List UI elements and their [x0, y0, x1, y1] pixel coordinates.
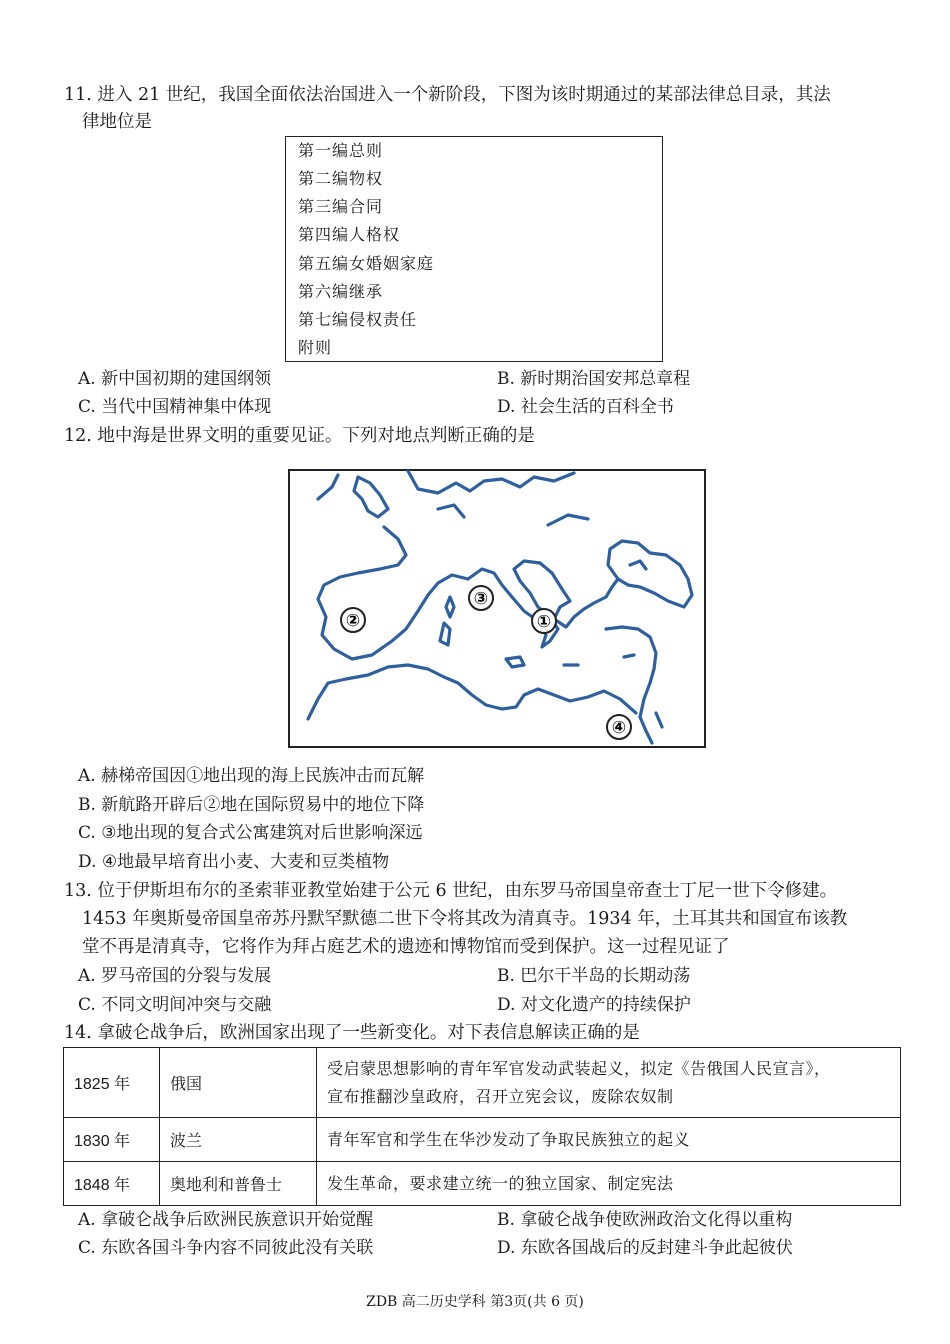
contents-item: 第四编人格权	[298, 225, 401, 244]
q12-option-c[interactable]: C. ③地出现的复合式公寓建筑对后世影响深远	[78, 823, 423, 843]
marker-1-label: ①	[536, 612, 552, 632]
q11-option-b[interactable]: B. 新时期治国安邦总章程	[497, 369, 691, 389]
mediterranean-map	[288, 469, 706, 748]
table-cell-description	[317, 1048, 901, 1118]
q11-option-d[interactable]: D. 社会生活的百科全书	[497, 397, 674, 417]
q13-option-d[interactable]: D. 对文化遗产的持续保护	[497, 995, 691, 1015]
q13-option-b[interactable]: B. 巴尔干半岛的长期动荡	[497, 966, 691, 986]
q14-option-a[interactable]: A. 拿破仑战争后欧洲民族意识开始觉醒	[78, 1210, 374, 1230]
table-row	[64, 1048, 901, 1118]
q11-option-c[interactable]: C. 当代中国精神集中体现	[78, 397, 272, 417]
contents-item: 附则	[298, 338, 333, 357]
table-cell-description: 发生革命，要求建立统一的独立国家、制定宪法	[317, 1162, 901, 1206]
q13-stem-line2: 1453 年奥斯曼帝国皇帝苏丹默罕默德二世下令将其改为清真寺。1934 年，土耳其共和国宣布该教	[82, 909, 848, 929]
contents-item: 第一编总则	[298, 141, 384, 160]
q14-table	[63, 1047, 901, 1206]
q14-stem: 14. 拿破仑战争后，欧洲国家出现了一些新变化。对下表信息解读正确的是	[64, 1023, 640, 1043]
q12-option-a[interactable]: A. 赫梯帝国因①地出现的海上民族冲击而瓦解	[78, 766, 425, 786]
q11-stem-line1: 11. 进入 21 世纪，我国全面依法治国进入一个新阶段，下图为该时期通过的某部法律总目录，其法	[64, 85, 831, 105]
q13-option-a[interactable]: A. 罗马帝国的分裂与发展	[78, 966, 272, 986]
q14-option-b[interactable]: B. 拿破仑战争使欧洲政治文化得以重构	[497, 1210, 793, 1230]
table-cell-description: 青年军官和学生在华沙发动了争取民族独立的起义	[317, 1118, 901, 1162]
table-cell-country: 俄国	[160, 1048, 317, 1118]
q12-option-b[interactable]: B. 新航路开辟后②地在国际贸易中的地位下降	[78, 795, 425, 815]
description-line: 受启蒙思想影响的青年军官发动武装起义，拟定《告俄国人民宣言》，	[327, 1058, 831, 1078]
q12-option-d[interactable]: D. ④地最早培育出小麦、大麦和豆类植物	[78, 852, 390, 872]
table-cell-country: 奥地利和普鲁士	[160, 1162, 317, 1206]
law-contents-box	[285, 136, 663, 362]
q11-option-a[interactable]: A. 新中国初期的建国纲领	[78, 369, 272, 389]
map-cyprus	[624, 655, 634, 657]
page-footer: ZDB 高二历史学科 第3页(共 6 页)	[366, 1294, 584, 1310]
description-line: 宣布推翻沙皇政府，召开立宪会议，废除农奴制	[327, 1086, 674, 1106]
q13-option-c[interactable]: C. 不同文明间冲突与交融	[78, 995, 272, 1015]
table-cell-year: 1830 年	[64, 1118, 160, 1162]
contents-item: 第六编继承	[298, 282, 384, 301]
q13-stem-line3: 堂不再是清真寺，它将作为拜占庭艺术的遗迹和博物馆而受到保护。这一过程见证了	[82, 937, 730, 957]
table-cell-year: 1825 年	[64, 1048, 160, 1118]
contents-item: 第七编侵权责任	[298, 310, 418, 329]
table-row	[64, 1162, 901, 1206]
q11-stem-line2: 律地位是	[82, 112, 152, 132]
contents-item: 第五编女婚姻家庭	[298, 254, 435, 273]
q14-option-c[interactable]: C. 东欧各国斗争内容不同彼此没有关联	[78, 1238, 374, 1258]
marker-2-label: ②	[345, 611, 361, 631]
table-cell-year: 1848 年	[64, 1162, 160, 1206]
contents-item: 第三编合同	[298, 197, 384, 216]
q13-stem-line1: 13. 位于伊斯坦布尔的圣索菲亚教堂始建于公元 6 世纪，由东罗马帝国皇帝查士丁尼一世下令修建。	[64, 881, 838, 901]
table-cell-country: 波兰	[160, 1118, 317, 1162]
marker-3-label: ③	[473, 589, 489, 609]
q12-stem: 12. 地中海是世界文明的重要见证。下列对地点判断正确的是	[64, 426, 535, 446]
marker-4-label: ④	[611, 718, 627, 738]
contents-item: 第二编物权	[298, 169, 384, 188]
table-row	[64, 1118, 901, 1162]
q14-option-d[interactable]: D. 东欧各国战后的反封建斗争此起彼伏	[497, 1238, 793, 1258]
